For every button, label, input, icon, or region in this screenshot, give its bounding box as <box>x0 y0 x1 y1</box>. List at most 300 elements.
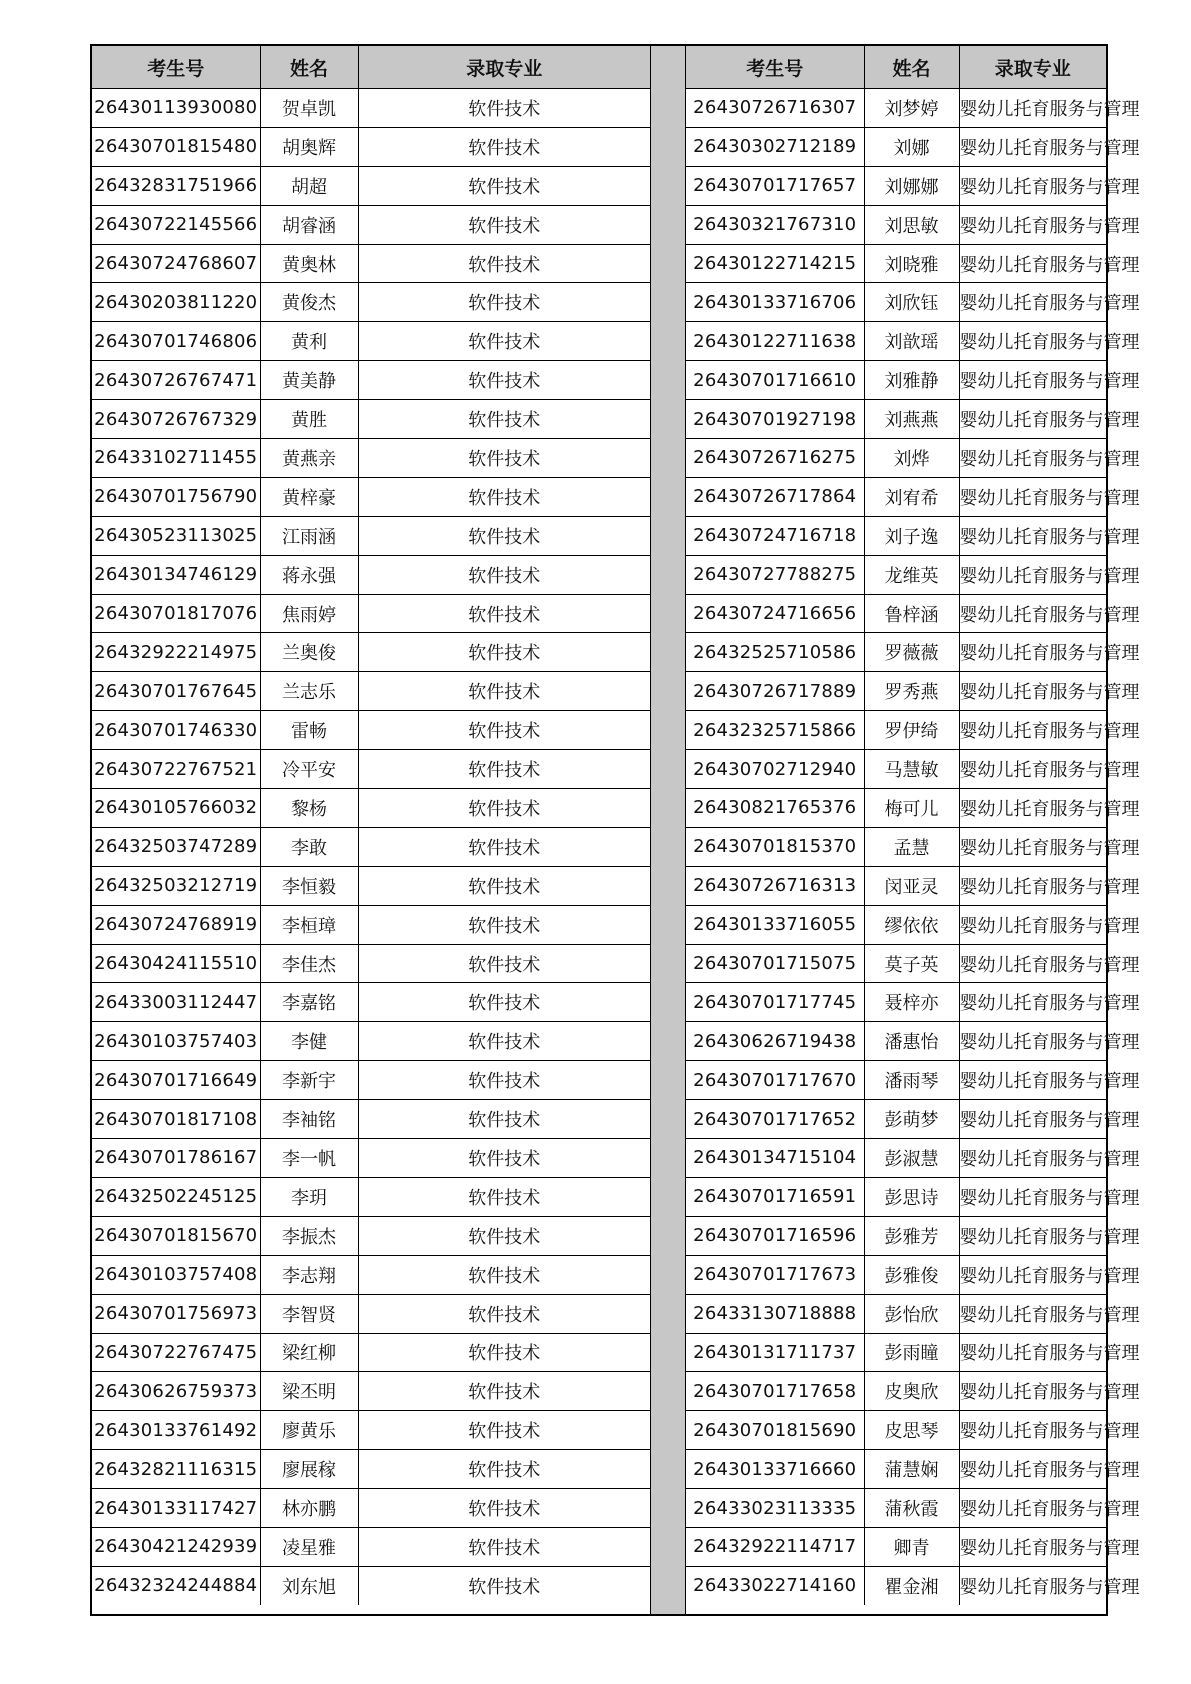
table-row <box>686 1100 1106 1139</box>
candidate-id-cell: 26433022714160 <box>686 1566 864 1604</box>
candidate-id-cell: 26430626719438 <box>686 1022 864 1061</box>
table-row <box>92 477 650 516</box>
name-cell: 胡超 <box>260 166 358 205</box>
table-row <box>92 127 650 166</box>
table-row <box>686 789 1106 828</box>
major-cell: 软件技术 <box>358 594 650 633</box>
name-cell: 江雨涵 <box>260 516 358 555</box>
name-cell: 卿青 <box>864 1527 959 1566</box>
major-cell: 婴幼儿托育服务与管理 <box>959 594 1106 633</box>
table-row <box>686 711 1106 750</box>
name-cell: 刘宥希 <box>864 477 959 516</box>
candidate-id-cell: 26430726717864 <box>686 477 864 516</box>
table-row <box>92 400 650 439</box>
table-row <box>92 1411 650 1450</box>
name-cell: 刘娜 <box>864 127 959 166</box>
candidate-id-cell: 26430724768607 <box>92 244 260 283</box>
major-cell: 软件技术 <box>358 322 650 361</box>
header-row <box>686 46 1106 89</box>
table-row <box>686 477 1106 516</box>
major-cell: 婴幼儿托育服务与管理 <box>959 750 1106 789</box>
table-row <box>686 283 1106 322</box>
candidate-id-cell: 26433003112447 <box>92 983 260 1022</box>
name-cell: 蒲慧娴 <box>864 1450 959 1489</box>
major-cell: 软件技术 <box>358 1255 650 1294</box>
major-cell: 婴幼儿托育服务与管理 <box>959 1061 1106 1100</box>
table-row <box>92 166 650 205</box>
table-row <box>686 1139 1106 1178</box>
major-cell: 婴幼儿托育服务与管理 <box>959 89 1106 128</box>
major-cell: 软件技术 <box>358 361 650 400</box>
table-row <box>686 439 1106 478</box>
table-row <box>686 905 1106 944</box>
major-cell: 软件技术 <box>358 244 650 283</box>
major-cell: 软件技术 <box>358 400 650 439</box>
name-cell: 李袖铭 <box>260 1100 358 1139</box>
major-cell: 婴幼儿托育服务与管理 <box>959 944 1106 983</box>
candidate-id-cell: 26430701767645 <box>92 672 260 711</box>
name-cell: 李玥 <box>260 1177 358 1216</box>
candidate-id-cell: 26430726767471 <box>92 361 260 400</box>
table-row <box>686 1294 1106 1333</box>
candidate-id-cell: 26430134746129 <box>92 555 260 594</box>
candidate-id-cell: 26433130718888 <box>686 1294 864 1333</box>
name-cell: 黄梓豪 <box>260 477 358 516</box>
major-cell: 婴幼儿托育服务与管理 <box>959 555 1106 594</box>
major-cell: 婴幼儿托育服务与管理 <box>959 1022 1106 1061</box>
name-cell: 黄燕亲 <box>260 439 358 478</box>
major-cell: 软件技术 <box>358 672 650 711</box>
name-cell: 李新宇 <box>260 1061 358 1100</box>
table-row <box>686 555 1106 594</box>
name-cell: 皮思琴 <box>864 1411 959 1450</box>
admission-table-right <box>686 46 1140 1605</box>
major-cell: 软件技术 <box>358 166 650 205</box>
table-row <box>92 827 650 866</box>
name-cell: 罗薇薇 <box>864 633 959 672</box>
major-cell: 软件技术 <box>358 127 650 166</box>
candidate-id-cell: 26430821765376 <box>686 789 864 828</box>
candidate-id-cell: 26430722767521 <box>92 750 260 789</box>
candidate-id-cell: 26430701746330 <box>92 711 260 750</box>
major-cell: 软件技术 <box>358 1177 650 1216</box>
candidate-id-cell: 26430133117427 <box>92 1489 260 1528</box>
major-cell: 婴幼儿托育服务与管理 <box>959 1411 1106 1450</box>
name-cell: 李智贤 <box>260 1294 358 1333</box>
table-row <box>92 1527 650 1566</box>
name-cell: 廖展稼 <box>260 1450 358 1489</box>
name-cell: 焦雨婷 <box>260 594 358 633</box>
name-cell: 彭雅芳 <box>864 1216 959 1255</box>
table-row <box>92 322 650 361</box>
candidate-id-cell: 26430122714215 <box>686 244 864 283</box>
name-cell: 彭思诗 <box>864 1177 959 1216</box>
name-cell: 刘雅静 <box>864 361 959 400</box>
candidate-id-cell: 26430424115510 <box>92 944 260 983</box>
table-row <box>686 400 1106 439</box>
candidate-id-cell: 26432502245125 <box>92 1177 260 1216</box>
candidate-id-cell: 26430701927198 <box>686 400 864 439</box>
name-cell: 刘东旭 <box>260 1566 358 1604</box>
header-major: 录取专业 <box>358 46 650 89</box>
name-cell: 李嘉铭 <box>260 983 358 1022</box>
major-cell: 婴幼儿托育服务与管理 <box>959 633 1106 672</box>
name-cell: 兰奥俊 <box>260 633 358 672</box>
candidate-id-cell: 26430724716718 <box>686 516 864 555</box>
candidate-id-cell: 26430701717657 <box>686 166 864 205</box>
candidate-id-cell: 26433023113335 <box>686 1489 864 1528</box>
major-cell: 婴幼儿托育服务与管理 <box>959 127 1106 166</box>
name-cell: 彭雨瞳 <box>864 1333 959 1372</box>
table-row <box>92 1333 650 1372</box>
candidate-id-cell: 26430133761492 <box>92 1411 260 1450</box>
table-row <box>686 594 1106 633</box>
candidate-id-cell: 26432525710586 <box>686 633 864 672</box>
major-cell: 软件技术 <box>358 1489 650 1528</box>
major-cell: 软件技术 <box>358 1100 650 1139</box>
name-cell: 胡睿涵 <box>260 205 358 244</box>
candidate-id-cell: 26430726716313 <box>686 866 864 905</box>
major-cell: 婴幼儿托育服务与管理 <box>959 400 1106 439</box>
name-cell: 刘梦婷 <box>864 89 959 128</box>
name-cell: 李敢 <box>260 827 358 866</box>
major-cell: 软件技术 <box>358 983 650 1022</box>
major-cell: 软件技术 <box>358 789 650 828</box>
candidate-id-cell: 26430702712940 <box>686 750 864 789</box>
major-cell: 软件技术 <box>358 866 650 905</box>
candidate-id-cell: 26430726717889 <box>686 672 864 711</box>
table-row <box>686 1177 1106 1216</box>
table-row <box>686 866 1106 905</box>
table-row <box>92 711 650 750</box>
name-cell: 李佳杰 <box>260 944 358 983</box>
table-row <box>92 1489 650 1528</box>
candidate-id-cell: 26432503212719 <box>92 866 260 905</box>
candidate-id-cell: 26430701717745 <box>686 983 864 1022</box>
candidate-id-cell: 26430103757408 <box>92 1255 260 1294</box>
name-cell: 蒋永强 <box>260 555 358 594</box>
table-row <box>92 789 650 828</box>
candidate-id-cell: 26430701717658 <box>686 1372 864 1411</box>
major-cell: 婴幼儿托育服务与管理 <box>959 361 1106 400</box>
table-row <box>686 1022 1106 1061</box>
table-row <box>686 127 1106 166</box>
name-cell: 罗秀燕 <box>864 672 959 711</box>
major-cell: 软件技术 <box>358 944 650 983</box>
name-cell: 蒲秋霞 <box>864 1489 959 1528</box>
name-cell: 梁红柳 <box>260 1333 358 1372</box>
candidate-id-cell: 26430726767329 <box>92 400 260 439</box>
candidate-id-cell: 26430701815690 <box>686 1411 864 1450</box>
table-row <box>92 1022 650 1061</box>
candidate-id-cell: 26432922114717 <box>686 1527 864 1566</box>
table-row <box>92 555 650 594</box>
table-row <box>686 516 1106 555</box>
name-cell: 彭淑慧 <box>864 1139 959 1178</box>
admission-table-left <box>92 46 650 1605</box>
major-cell: 婴幼儿托育服务与管理 <box>959 711 1106 750</box>
name-cell: 冷平安 <box>260 750 358 789</box>
name-cell: 贺卓凯 <box>260 89 358 128</box>
table-row <box>92 1372 650 1411</box>
name-cell: 鲁梓涵 <box>864 594 959 633</box>
major-cell: 婴幼儿托育服务与管理 <box>959 905 1106 944</box>
candidate-id-cell: 26430701715075 <box>686 944 864 983</box>
name-cell: 龙维英 <box>864 555 959 594</box>
candidate-id-cell: 26430131711737 <box>686 1333 864 1372</box>
candidate-id-cell: 26430701717673 <box>686 1255 864 1294</box>
table-row <box>686 1255 1106 1294</box>
name-cell: 黄胜 <box>260 400 358 439</box>
major-cell: 婴幼儿托育服务与管理 <box>959 322 1106 361</box>
table-row <box>92 244 650 283</box>
header-name: 姓名 <box>864 46 959 89</box>
table-row <box>92 205 650 244</box>
table-row <box>686 944 1106 983</box>
major-cell: 婴幼儿托育服务与管理 <box>959 1294 1106 1333</box>
candidate-id-cell: 26430421242939 <box>92 1527 260 1566</box>
name-cell: 马慧敏 <box>864 750 959 789</box>
candidate-id-cell: 26430701815670 <box>92 1216 260 1255</box>
name-cell: 雷畅 <box>260 711 358 750</box>
major-cell: 婴幼儿托育服务与管理 <box>959 983 1106 1022</box>
candidate-id-cell: 26433102711455 <box>92 439 260 478</box>
table-row <box>686 1566 1106 1604</box>
table-row <box>92 633 650 672</box>
table-row <box>686 244 1106 283</box>
name-cell: 皮奥欣 <box>864 1372 959 1411</box>
name-cell: 黎杨 <box>260 789 358 828</box>
major-cell: 软件技术 <box>358 1411 650 1450</box>
header-candidate-id: 考生号 <box>92 46 260 89</box>
name-cell: 李桓璋 <box>260 905 358 944</box>
candidate-id-cell: 26430701815480 <box>92 127 260 166</box>
candidate-id-cell: 26430701716591 <box>686 1177 864 1216</box>
table-row <box>686 1372 1106 1411</box>
major-cell: 软件技术 <box>358 516 650 555</box>
candidate-id-cell: 26430701815370 <box>686 827 864 866</box>
major-cell: 软件技术 <box>358 283 650 322</box>
candidate-id-cell: 26430122711638 <box>686 322 864 361</box>
name-cell: 刘燕燕 <box>864 400 959 439</box>
major-cell: 软件技术 <box>358 711 650 750</box>
major-cell: 婴幼儿托育服务与管理 <box>959 827 1106 866</box>
major-cell: 软件技术 <box>358 750 650 789</box>
major-cell: 软件技术 <box>358 1294 650 1333</box>
name-cell: 兰志乐 <box>260 672 358 711</box>
major-cell: 婴幼儿托育服务与管理 <box>959 789 1106 828</box>
major-cell: 软件技术 <box>358 555 650 594</box>
major-cell: 软件技术 <box>358 1139 650 1178</box>
major-cell: 婴幼儿托育服务与管理 <box>959 205 1106 244</box>
candidate-id-cell: 26430134715104 <box>686 1139 864 1178</box>
header-major: 录取专业 <box>959 46 1106 89</box>
table-row <box>686 983 1106 1022</box>
name-cell: 梁丕明 <box>260 1372 358 1411</box>
major-cell: 软件技术 <box>358 1566 650 1604</box>
name-cell: 黄美静 <box>260 361 358 400</box>
candidate-id-cell: 26430701817108 <box>92 1100 260 1139</box>
name-cell: 黄奥林 <box>260 244 358 283</box>
table-row <box>686 827 1106 866</box>
major-cell: 婴幼儿托育服务与管理 <box>959 516 1106 555</box>
candidate-id-cell: 26430722145566 <box>92 205 260 244</box>
table-row <box>92 439 650 478</box>
table-row <box>686 1216 1106 1255</box>
major-cell: 婴幼儿托育服务与管理 <box>959 1100 1106 1139</box>
header-row <box>92 46 650 89</box>
major-cell: 婴幼儿托育服务与管理 <box>959 244 1106 283</box>
candidate-id-cell: 26430701817076 <box>92 594 260 633</box>
table-row <box>686 633 1106 672</box>
candidate-id-cell: 26430133716055 <box>686 905 864 944</box>
name-cell: 刘子逸 <box>864 516 959 555</box>
name-cell: 黄俊杰 <box>260 283 358 322</box>
candidate-id-cell: 26432324244884 <box>92 1566 260 1604</box>
name-cell: 彭雅俊 <box>864 1255 959 1294</box>
header-candidate-id: 考生号 <box>686 46 864 89</box>
candidate-id-cell: 26430701716610 <box>686 361 864 400</box>
name-cell: 胡奥辉 <box>260 127 358 166</box>
candidate-id-cell: 26430701746806 <box>92 322 260 361</box>
table-row <box>92 1255 650 1294</box>
candidate-id-cell: 26430727788275 <box>686 555 864 594</box>
table-row <box>92 944 650 983</box>
table-row <box>686 166 1106 205</box>
table-row <box>92 1100 650 1139</box>
name-cell: 廖黄乐 <box>260 1411 358 1450</box>
candidate-id-cell: 26430701716596 <box>686 1216 864 1255</box>
candidate-id-cell: 26432831751966 <box>92 166 260 205</box>
major-cell: 婴幼儿托育服务与管理 <box>959 866 1106 905</box>
table-row <box>686 1333 1106 1372</box>
candidate-id-cell: 26430726716275 <box>686 439 864 478</box>
name-cell: 黄利 <box>260 322 358 361</box>
name-cell: 林亦鹏 <box>260 1489 358 1528</box>
major-cell: 软件技术 <box>358 1333 650 1372</box>
name-cell: 李志翔 <box>260 1255 358 1294</box>
major-cell: 软件技术 <box>358 1061 650 1100</box>
major-cell: 婴幼儿托育服务与管理 <box>959 1333 1106 1372</box>
major-cell: 婴幼儿托育服务与管理 <box>959 1489 1106 1528</box>
table-row <box>686 672 1106 711</box>
candidate-id-cell: 26430105766032 <box>92 789 260 828</box>
table-row <box>92 1216 650 1255</box>
name-cell: 闵亚灵 <box>864 866 959 905</box>
major-cell: 婴幼儿托育服务与管理 <box>959 166 1106 205</box>
major-cell: 婴幼儿托育服务与管理 <box>959 1139 1106 1178</box>
major-cell: 软件技术 <box>358 633 650 672</box>
table-row <box>92 361 650 400</box>
major-cell: 婴幼儿托育服务与管理 <box>959 1177 1106 1216</box>
major-cell: 婴幼儿托育服务与管理 <box>959 439 1106 478</box>
table-row <box>686 1411 1106 1450</box>
name-cell: 梅可儿 <box>864 789 959 828</box>
major-cell: 婴幼儿托育服务与管理 <box>959 1566 1106 1604</box>
name-cell: 李一帆 <box>260 1139 358 1178</box>
major-cell: 软件技术 <box>358 1022 650 1061</box>
candidate-id-cell: 26430321767310 <box>686 205 864 244</box>
candidate-id-cell: 26430724716656 <box>686 594 864 633</box>
candidate-id-cell: 26430701756973 <box>92 1294 260 1333</box>
major-cell: 软件技术 <box>358 1372 650 1411</box>
table-row <box>686 361 1106 400</box>
name-cell: 孟慧 <box>864 827 959 866</box>
candidate-id-cell: 26430701756790 <box>92 477 260 516</box>
candidate-id-cell: 26430103757403 <box>92 1022 260 1061</box>
candidate-id-cell: 26430133716660 <box>686 1450 864 1489</box>
candidate-id-cell: 26430302712189 <box>686 127 864 166</box>
major-cell: 婴幼儿托育服务与管理 <box>959 1216 1106 1255</box>
name-cell: 莫子英 <box>864 944 959 983</box>
major-cell: 婴幼儿托育服务与管理 <box>959 283 1106 322</box>
table-row <box>92 905 650 944</box>
major-cell: 婴幼儿托育服务与管理 <box>959 1450 1106 1489</box>
table-row <box>686 205 1106 244</box>
table-row <box>92 983 650 1022</box>
major-cell: 软件技术 <box>358 477 650 516</box>
candidate-id-cell: 26432922214975 <box>92 633 260 672</box>
name-cell: 刘娜娜 <box>864 166 959 205</box>
candidate-id-cell: 26430724768919 <box>92 905 260 944</box>
name-cell: 潘惠怡 <box>864 1022 959 1061</box>
table-row <box>92 1566 650 1604</box>
admission-sheet <box>90 44 1140 1616</box>
table-row <box>92 89 650 128</box>
name-cell: 瞿金湘 <box>864 1566 959 1604</box>
candidate-id-cell: 26430133716706 <box>686 283 864 322</box>
major-cell: 软件技术 <box>358 1216 650 1255</box>
major-cell: 婴幼儿托育服务与管理 <box>959 1527 1106 1566</box>
major-cell: 软件技术 <box>358 1450 650 1489</box>
candidate-id-cell: 26432503747289 <box>92 827 260 866</box>
candidate-id-cell: 26430701786167 <box>92 1139 260 1178</box>
candidate-id-cell: 26430701716649 <box>92 1061 260 1100</box>
candidate-id-cell: 26430626759373 <box>92 1372 260 1411</box>
name-cell: 刘晓雅 <box>864 244 959 283</box>
table-row <box>92 1177 650 1216</box>
candidate-id-cell: 26430113930080 <box>92 89 260 128</box>
candidate-id-cell: 26430722767475 <box>92 1333 260 1372</box>
table-row <box>686 89 1106 128</box>
candidate-id-cell: 26432821116315 <box>92 1450 260 1489</box>
name-cell: 凌星雅 <box>260 1527 358 1566</box>
name-cell: 刘歆瑶 <box>864 322 959 361</box>
name-cell: 聂梓亦 <box>864 983 959 1022</box>
candidate-id-cell: 26432325715866 <box>686 711 864 750</box>
name-cell: 彭萌梦 <box>864 1100 959 1139</box>
header-name: 姓名 <box>260 46 358 89</box>
name-cell: 李健 <box>260 1022 358 1061</box>
table-row <box>92 750 650 789</box>
column-separator <box>650 46 686 1614</box>
table-row <box>92 1139 650 1178</box>
major-cell: 软件技术 <box>358 439 650 478</box>
candidate-id-cell: 26430203811220 <box>92 283 260 322</box>
name-cell: 李振杰 <box>260 1216 358 1255</box>
table-row <box>92 516 650 555</box>
candidate-id-cell: 26430726716307 <box>686 89 864 128</box>
table-row <box>686 750 1106 789</box>
candidate-id-cell: 26430701717652 <box>686 1100 864 1139</box>
major-cell: 软件技术 <box>358 89 650 128</box>
major-cell: 婴幼儿托育服务与管理 <box>959 672 1106 711</box>
name-cell: 缪依依 <box>864 905 959 944</box>
name-cell: 罗伊绮 <box>864 711 959 750</box>
table-row <box>686 322 1106 361</box>
name-cell: 刘烨 <box>864 439 959 478</box>
major-cell: 婴幼儿托育服务与管理 <box>959 1255 1106 1294</box>
